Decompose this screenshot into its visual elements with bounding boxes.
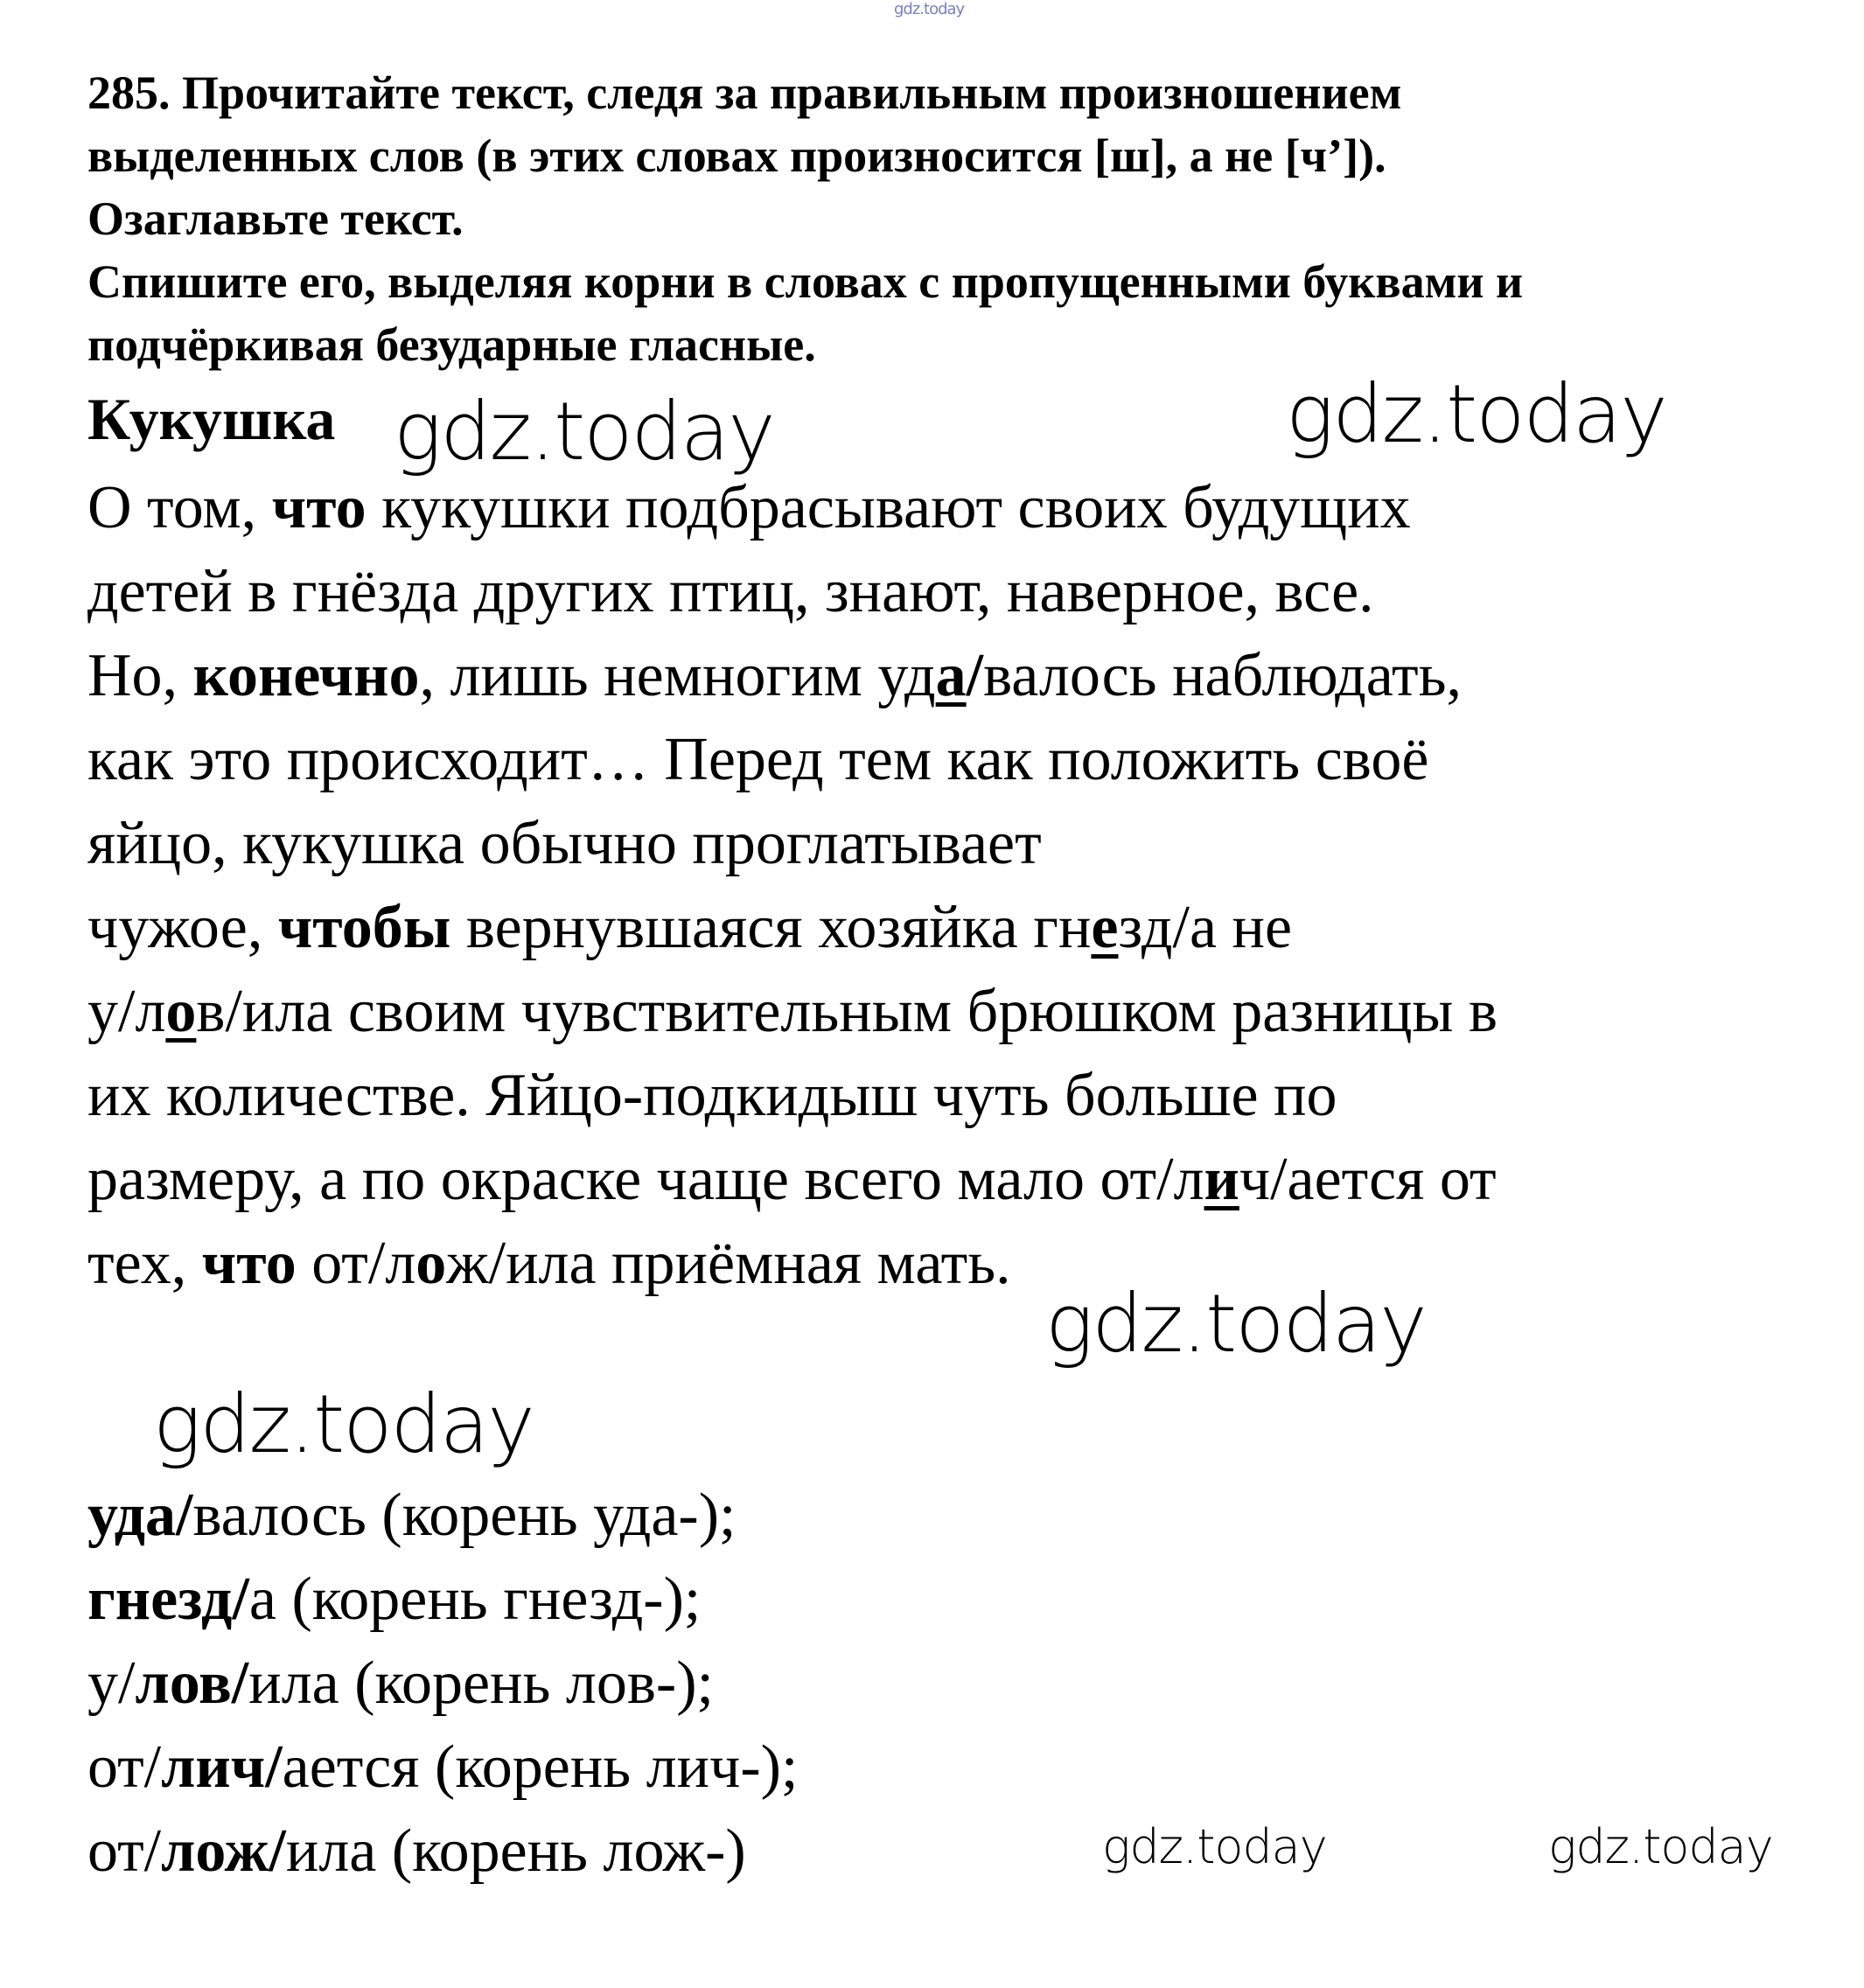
answer-root: лож/ (161, 1817, 286, 1885)
text-line: их количестве. Яйцо-подкидыш чуть больше по (87, 1062, 1337, 1129)
task-line-1: 285. Прочитайте текст, следя за правильным произношением (87, 66, 1402, 119)
text-line (87, 466, 1828, 550)
underlined-vowel: а (935, 642, 967, 709)
answer-rest: валось (корень уда-); (192, 1482, 737, 1549)
task-line-3: Озаглавьте текст. (87, 192, 464, 245)
watermark: gdz.today (1286, 367, 1666, 461)
text-line (87, 634, 1828, 718)
task-line-5: подчёркивая безударные гласные. (87, 318, 816, 371)
answer-rest: а (корень гнезд-); (248, 1566, 702, 1633)
watermark: gdz.today (394, 385, 774, 478)
underlined-vowel: е (1091, 894, 1119, 961)
answers-list (87, 1474, 798, 1894)
text-fragment: кукушки подбрасывают своих будущих (366, 474, 1411, 541)
task-instructions (87, 61, 1819, 376)
answer-prefix: от/ (87, 1817, 162, 1885)
text-fragment: в/ила своим чувствительным брюшком разницы в (196, 978, 1497, 1045)
watermark: gdz.today (1102, 1819, 1327, 1874)
text-fragment: , лишь немногим уд (419, 642, 936, 709)
task-line-2: выделенных слов (в этих словах произносится [ш], а не [ч’]). (87, 129, 1386, 182)
text-fragment: валось наблюдать, (983, 642, 1463, 709)
highlighted-word: конечно (192, 642, 420, 709)
text-fragment: у/л (87, 978, 166, 1045)
answer-line (87, 1810, 798, 1894)
answer-root: лов/ (135, 1650, 249, 1717)
text-line (87, 1138, 1828, 1222)
text-fragment: тех, (87, 1230, 202, 1297)
highlighted-word: что (201, 1230, 297, 1297)
answer-rest: ила (корень лож-) (285, 1817, 746, 1885)
answer-rest: ила (корень лов-); (248, 1650, 714, 1717)
text-fragment: от/л (296, 1230, 416, 1297)
task-line-4: Спишите его, выделяя корни в словах с пропущенными буквами и (87, 255, 1524, 308)
text-line: яйцо, кукушка обычно проглатывает (87, 810, 1042, 877)
highlighted-word: что (271, 474, 367, 541)
text-line (87, 970, 1828, 1054)
answer-line (87, 1642, 798, 1726)
text-fragment: Но, (87, 642, 193, 709)
text-line: детей в гнёзда других птиц, знают, наверное, все. (87, 558, 1374, 625)
highlighted-word: чтобы (277, 894, 451, 961)
underlined-vowel: о (165, 978, 197, 1045)
bold-vowel: о (415, 1230, 447, 1297)
text-line: как это происходит… Перед тем как положить своё (87, 726, 1429, 793)
watermark-top: gdz.today (894, 0, 965, 18)
main-text (87, 466, 1828, 1306)
answer-line (87, 1474, 798, 1558)
watermark: gdz.today (153, 1378, 534, 1471)
answer-root: гнезд/ (87, 1566, 249, 1633)
answer-line (87, 1558, 798, 1642)
text-fragment: О том, (87, 474, 272, 541)
answer-prefix: от/ (87, 1733, 162, 1801)
answer-rest: ается (корень лич-); (282, 1733, 799, 1801)
answer-prefix: у/ (87, 1650, 136, 1717)
text-fragment: размеру, а по окраске чаще всего мало от/л (87, 1146, 1204, 1213)
underlined-vowel: и (1204, 1146, 1239, 1213)
watermark: gdz.today (1548, 1819, 1773, 1874)
text-line (87, 886, 1828, 970)
text-fragment: ж/ила приёмная мать. (446, 1230, 1011, 1297)
text-line (87, 1222, 1828, 1306)
answer-root: уда/ (87, 1482, 193, 1549)
root-slash: / (966, 642, 984, 709)
text-title: Кукушка (87, 386, 336, 452)
answer-root: лич/ (161, 1733, 283, 1801)
text-fragment: ч/ается от (1239, 1146, 1497, 1213)
text-fragment: вернувшаяся хозяйка гн (450, 894, 1092, 961)
answer-line (87, 1726, 798, 1810)
text-fragment: чужое, (87, 894, 278, 961)
text-fragment: зд/а не (1118, 894, 1293, 961)
watermark: gdz.today (1045, 1277, 1426, 1371)
